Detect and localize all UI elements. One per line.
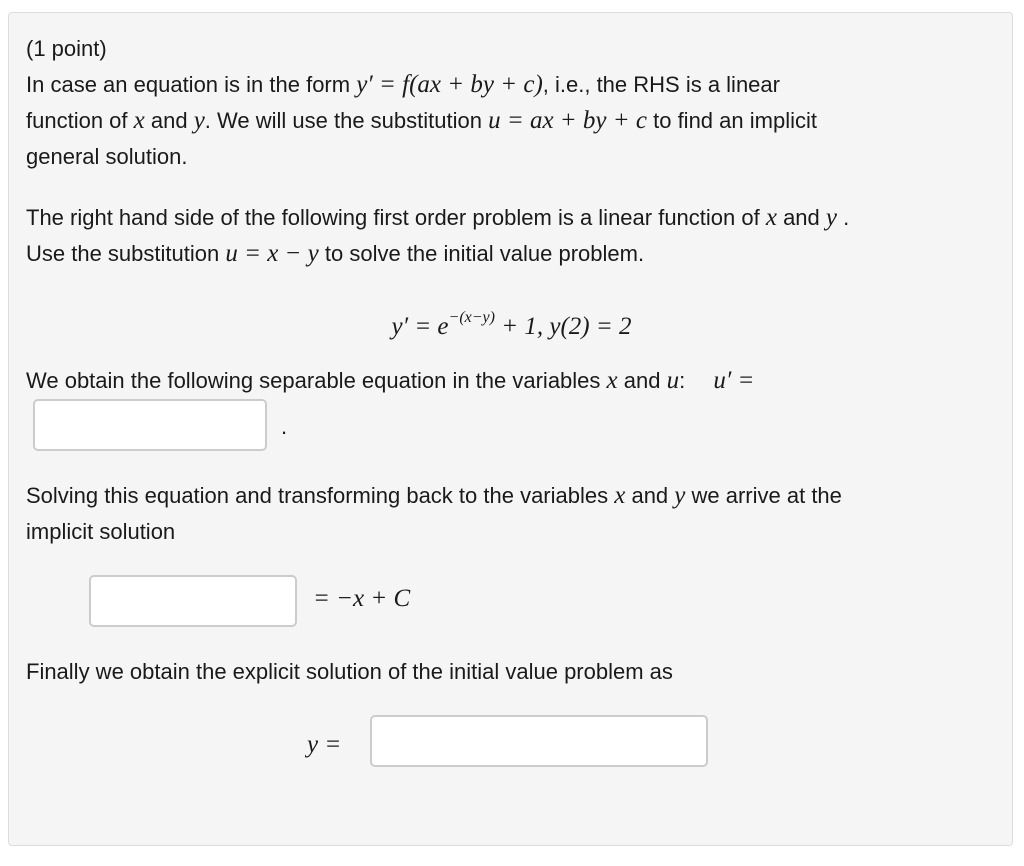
intro-text-5: . We will use the substitution	[204, 108, 489, 133]
para2-math-x: x	[765, 204, 777, 231]
para5-text-1: Finally we obtain the explicit solution of the initial value problem as	[26, 659, 673, 684]
para2-text-5: to solve the initial value problem.	[318, 241, 645, 266]
intro-text-3: function of	[26, 108, 134, 133]
para2-math-substitution: u = x − y	[225, 240, 319, 267]
implicit-solution-input[interactable]	[91, 577, 295, 625]
ivp-exponent: −(x−y)	[448, 309, 495, 326]
intro-line-2	[26, 106, 817, 136]
para3-math-x: x	[606, 367, 618, 394]
intro-text-7: general solution.	[26, 144, 188, 169]
answer-box-3	[370, 715, 708, 767]
para2-text-1: The right hand side of the following first order problem is a linear function of	[26, 205, 766, 230]
separable-equation-input[interactable]	[35, 401, 265, 449]
para2-text-2: and	[776, 205, 826, 230]
para4-line-1	[26, 481, 842, 511]
intro-text-1: In case an equation is in the form	[26, 72, 357, 97]
intro-math-x: x	[133, 107, 145, 134]
intro-line-3	[26, 142, 187, 172]
para4-text-3: we arrive at the	[685, 483, 842, 508]
problem-panel	[8, 12, 1013, 846]
para2-math-y: y	[825, 204, 837, 231]
para3-math-u: u	[666, 367, 680, 394]
explicit-lhs: y =	[307, 731, 342, 758]
answer-box-2	[89, 575, 297, 627]
para3-text-2: and	[617, 368, 667, 393]
para4-text-2: and	[625, 483, 675, 508]
intro-math-form: y′ = f(ax + by + c)	[356, 71, 543, 98]
para2-text-4: Use the substitution	[26, 241, 226, 266]
para2-line-2	[26, 239, 644, 269]
para3-line-1	[26, 366, 754, 396]
intro-text-2: , i.e., the RHS is a linear	[542, 72, 780, 97]
explicit-solution-input[interactable]	[372, 717, 706, 765]
implicit-rhs: = −x + C	[313, 585, 411, 612]
answer-box-1	[33, 399, 267, 451]
para4-math-x: x	[614, 482, 626, 509]
para4-text-1: Solving this equation and transforming back to the variables	[26, 483, 615, 508]
para3-text-1: We obtain the following separable equation in the variables	[26, 368, 607, 393]
period-mark: .	[281, 414, 288, 439]
para3-math-uprime: u′ =	[713, 367, 755, 394]
para5-line-1	[26, 657, 673, 687]
point-value	[26, 34, 107, 64]
para2-text-3: .	[837, 205, 850, 230]
para2-line-1	[26, 203, 849, 233]
intro-text-4: and	[144, 108, 194, 133]
para4-text-4: implicit solution	[26, 519, 176, 544]
ivp-rest: + 1, y(2) = 2	[494, 313, 632, 340]
intro-math-substitution: u = ax + by + c	[488, 107, 647, 134]
intro-text-6: to find an implicit	[647, 108, 817, 133]
para4-math-y: y	[674, 482, 686, 509]
intro-line-1	[26, 70, 780, 100]
para3-text-3: :	[679, 368, 692, 393]
ivp-lhs: y′ = e	[391, 313, 449, 340]
para4-line-2	[26, 517, 175, 547]
ivp-equation	[9, 302, 1014, 343]
intro-math-y: y	[193, 107, 205, 134]
point-label: (1 point)	[26, 36, 107, 61]
